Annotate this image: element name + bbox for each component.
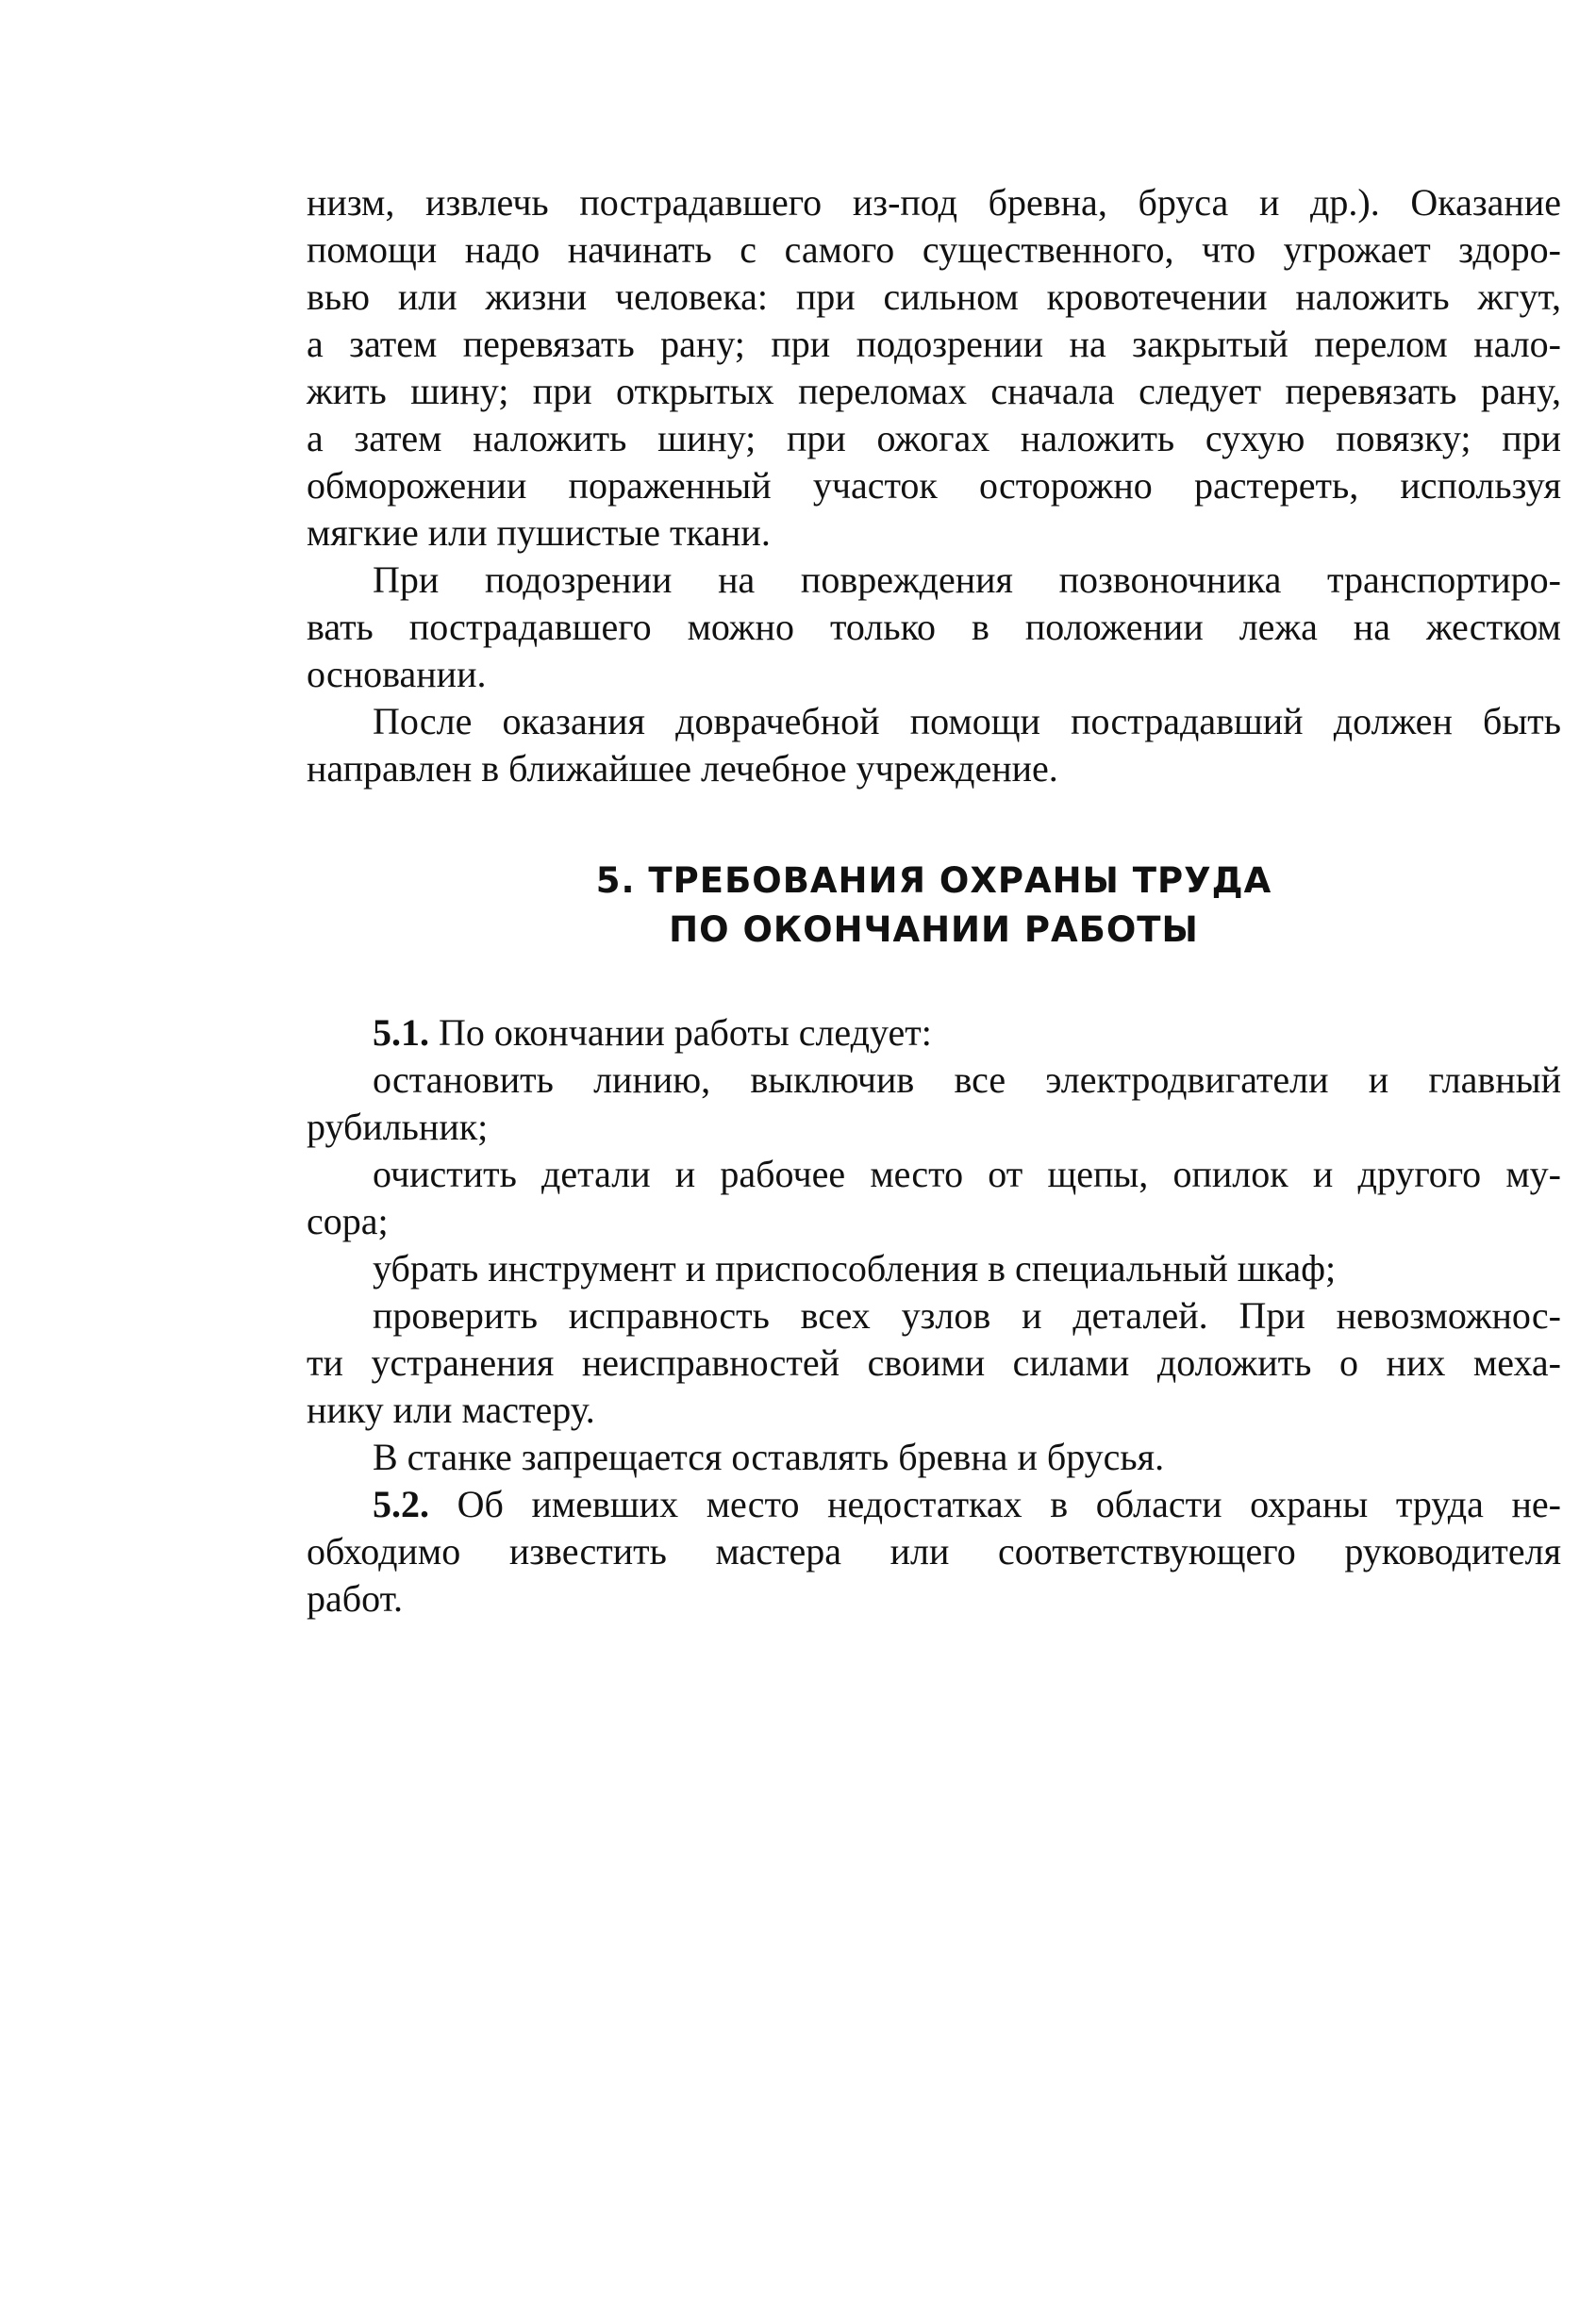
clause-5-2 [307, 1481, 1561, 1622]
text-line: помощи надо начинать с самого существенного, что угрожает здоро- [307, 228, 1561, 271]
text-line: обморожении пораженный участок осторожно растереть, используя [307, 464, 1561, 507]
list-item [307, 1245, 1561, 1292]
clause-line [307, 1009, 1561, 1057]
text-line: а затем перевязать рану; при подозрении на закрытый перелом нало- [307, 323, 1561, 365]
text-line: проверить исправность всех узлов и деталей. При невозможнос- [373, 1294, 1561, 1337]
text-line: жить шину; при открытых переломах сначала следует перевязать рану, [307, 370, 1561, 412]
text-line: остановить линию, выключив все электродвигатели и главный [373, 1058, 1561, 1101]
document-page [307, 179, 1561, 1622]
text-line: направлен в ближайшее лечебное учреждение. [307, 747, 1058, 790]
clause-text: Об имевших место недостатках в области охраны труда не- [429, 1483, 1561, 1525]
text-line: При подозрении на повреждения позвоночника транспортиро- [373, 558, 1561, 601]
clause-5-1 [307, 1009, 1561, 1057]
text-line: После оказания доврачебной помощи пострадавший должен быть [373, 700, 1561, 742]
text-line: сора; [307, 1200, 389, 1242]
text-line: вью или жизни человека: при сильном кровотечении наложить жгут, [307, 275, 1561, 318]
text-line: убрать инструмент и приспособления в специальный шкаф; [373, 1247, 1337, 1290]
clause-line [307, 1481, 1561, 1528]
paragraph-hospital [307, 698, 1561, 792]
text-line: работ. [307, 1577, 404, 1620]
section-heading-line: ПО ОКОНЧАНИИ РАБОТЫ [669, 909, 1199, 950]
section-heading-line: 5. ТРЕБОВАНИЯ ОХРАНЫ ТРУДА [595, 860, 1272, 901]
clause-number: 5.1. [373, 1011, 429, 1054]
text-line: мягкие или пушистые ткани. [307, 511, 771, 554]
text-line: ти устранения неисправностей своими силами доложить о них меха- [307, 1341, 1561, 1384]
list-item [307, 1434, 1561, 1481]
paragraph-first-aid [307, 179, 1561, 557]
list-item [307, 1292, 1561, 1434]
text-line: обходимо известить мастера или соответствующего руководителя [307, 1530, 1561, 1573]
text-line: очистить детали и рабочее место от щепы, опилок и другого му- [373, 1153, 1561, 1195]
text-line: а затем наложить шину; при ожогах наложить сухую повязку; при [307, 417, 1561, 459]
clause-text: По окончании работы следует: [429, 1011, 932, 1054]
text-line: В станке запрещается оставлять бревна и брусья. [373, 1436, 1165, 1478]
text-line: нику или мастеру. [307, 1389, 595, 1431]
paragraph-spine-injury [307, 557, 1561, 698]
section-heading [307, 857, 1561, 955]
text-line: основании. [307, 653, 487, 695]
text-line: рубильник; [307, 1106, 489, 1148]
list-item [307, 1057, 1561, 1151]
text-line: вать пострадавшего можно только в положении лежа на жестком [307, 606, 1561, 648]
clause-number: 5.2. [373, 1483, 429, 1525]
list-item [307, 1151, 1561, 1245]
text-line: низм, извлечь пострадавшего из-под бревна, бруса и др.). Оказание [307, 181, 1561, 224]
